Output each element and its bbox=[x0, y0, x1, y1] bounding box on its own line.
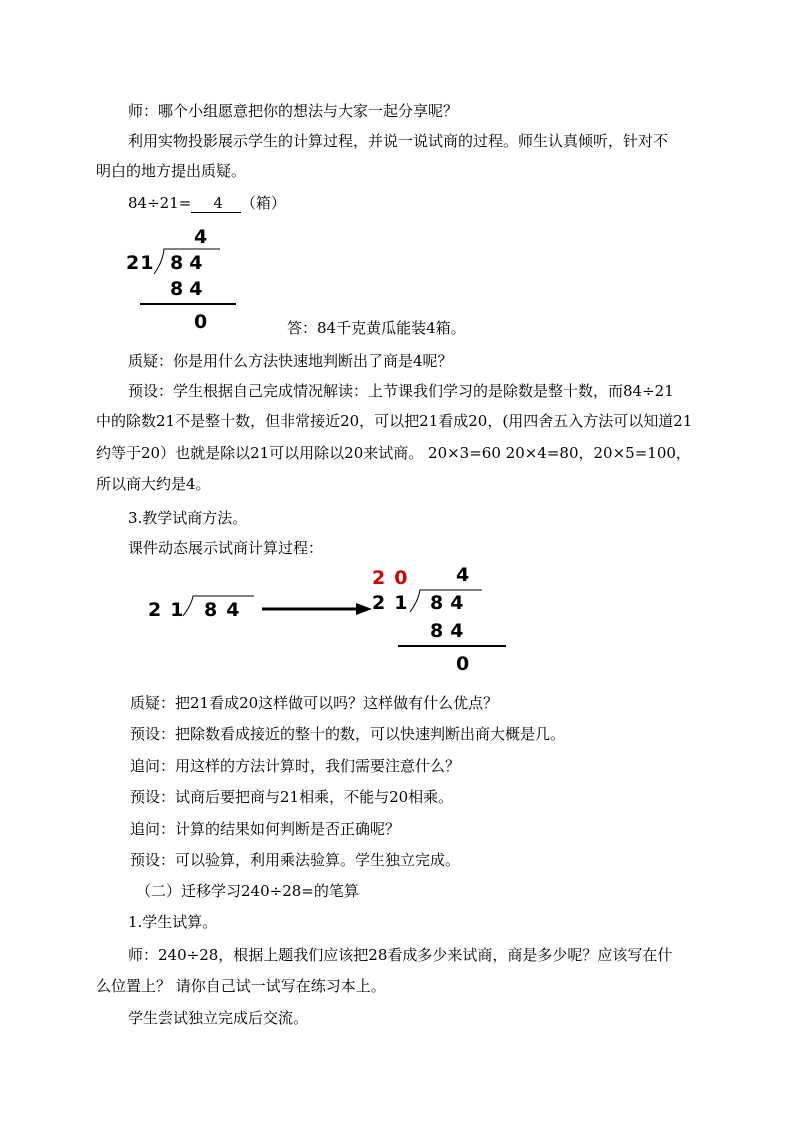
division1-remainder: 0 bbox=[194, 311, 208, 333]
question-line: 质疑：把21看成20这样做可以吗？这样做有什么优点？ bbox=[130, 694, 499, 712]
paragraph-line: 学生尝试独立完成后交流。 bbox=[128, 1009, 309, 1027]
division2-left-dividend: 84 bbox=[204, 599, 249, 621]
division2-product: 84 bbox=[430, 620, 471, 642]
teacher-prompt: 师：240÷28，根据上题我们应该把28看成多少来试商，商是多少呢？应该写在什 bbox=[128, 946, 673, 964]
preset-line: 预设：学生根据自己完成情况解读：上节课我们学习的是除数是整十数，而84÷21 bbox=[128, 382, 674, 400]
division2-dividend: 84 bbox=[430, 592, 471, 614]
arrow-head-icon bbox=[356, 603, 372, 615]
paragraph-line: 利用实物投影展示学生的计算过程，并说一说试商的过程。师生认真倾听，针对不 bbox=[128, 132, 669, 150]
division2-bracket bbox=[410, 590, 482, 612]
division2-left-bracket bbox=[183, 596, 254, 616]
preset-line: 预设：可以验算，利用乘法验算。学生独立完成。 bbox=[130, 851, 461, 869]
equation-prefix: 84÷21= bbox=[128, 194, 192, 212]
section-heading: （二）迁移学习240÷28=的笔算 bbox=[136, 882, 359, 900]
preset-line: 约等于20）也就是除以21可以用除以20来试商。 20×3=60 20×4=80，20×5=100， bbox=[96, 444, 691, 462]
division2-estimate: 20 bbox=[372, 567, 417, 589]
division2-remainder: 0 bbox=[456, 653, 470, 675]
follow-up-line: 追问：用这样的方法计算时，我们需要注意什么？ bbox=[130, 757, 461, 775]
section-heading: 1.学生试算。 bbox=[128, 913, 218, 931]
answer-line: 答：84千克黄瓜能装4箱。 bbox=[287, 319, 466, 337]
preset-line: 中的除数21不是整十数，但非常接近20，可以把21看成20，(用四舍五入方法可以知道21 bbox=[96, 412, 693, 430]
preset-line: 预设：把除数看成接近的整十的数，可以快速判断出商大概是几。 bbox=[130, 725, 566, 743]
teacher-prompt: 师：哪个小组愿意把你的想法与大家一起分享呢？ bbox=[128, 102, 459, 120]
preset-line: 预设：试商后要把商与21相乘，不能与20相乘。 bbox=[130, 788, 454, 806]
follow-up-line: 追问：计算的结果如何判断是否正确呢？ bbox=[130, 820, 401, 838]
division1-quotient: 4 bbox=[194, 226, 208, 248]
section-heading: 3.教学试商方法。 bbox=[128, 509, 248, 527]
equation-answer-blank: 4 bbox=[191, 195, 241, 213]
division2-left-divisor: 21 bbox=[148, 599, 193, 621]
division2-divisor: 21 bbox=[372, 592, 417, 614]
division2-quotient: 4 bbox=[456, 564, 470, 586]
equation-unit: （箱） bbox=[240, 194, 286, 212]
paragraph-line: 明白的地方提出质疑。 bbox=[96, 162, 247, 180]
paragraph-line: 课件动态展示试商计算过程： bbox=[128, 539, 324, 557]
preset-line: 所以商大约是4。 bbox=[96, 475, 211, 493]
paragraph-line: 么位置上？ 请你自己试一试写在练习本上。 bbox=[96, 977, 386, 995]
division1-product: 84 bbox=[170, 278, 209, 300]
question-line: 质疑：你是用什么方法快速地判断出了商是4呢？ bbox=[128, 352, 453, 370]
division1-dividend: 84 bbox=[170, 252, 209, 274]
division1-divisor: 21 bbox=[126, 252, 155, 274]
